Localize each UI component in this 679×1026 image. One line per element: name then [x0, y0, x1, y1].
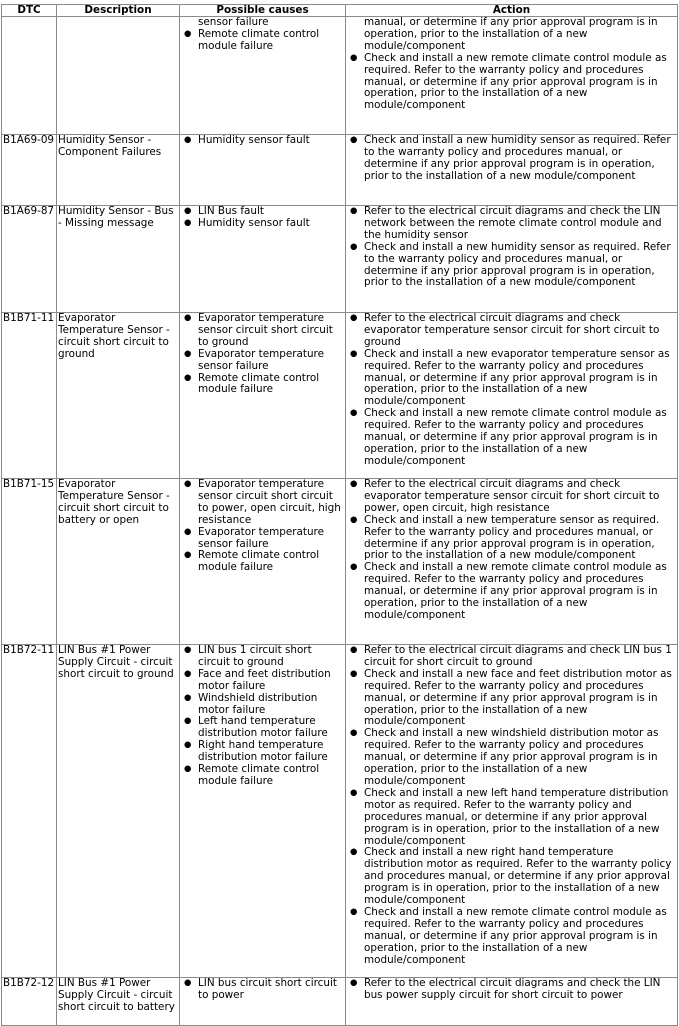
actions-list [348, 135, 675, 183]
dtc-description: LIN Bus #1 Power Supply Circuit - circuit short circuit to ground [57, 645, 180, 978]
action-cell [346, 978, 678, 1026]
cause-item: ● Remote climate control module failure [183, 29, 343, 53]
cause-item: ● LIN Bus fault [183, 206, 343, 218]
actions-list [348, 479, 675, 622]
cause-item: ● Windshield distribution motor failure [183, 693, 343, 717]
cause-item: ● Face and feet distribution motor failure [183, 669, 343, 693]
cause-item: sensor failure [198, 16, 269, 28]
table-row [2, 479, 678, 645]
actions-list [348, 978, 675, 1002]
action-item: ● Refer to the electrical circuit diagrams and check evaporator temperature sensor circuit for short circuit to power, open circuit, high resistance [349, 479, 675, 515]
possible-causes-cell [180, 645, 346, 978]
cause-item: ● LIN bus circuit short circuit to power [183, 978, 343, 1002]
cause-item: ● Evaporator temperature sensor failure [183, 349, 343, 373]
actions-list [348, 313, 675, 468]
table-row [2, 135, 678, 206]
action-cell [346, 206, 678, 313]
action-item: ● Refer to the electrical circuit diagrams and check the LIN network between the remote climate control module and the humidity sensor [349, 206, 675, 242]
action-item: ● Check and install a new evaporator temperature sensor as required. Refer to the warranty policy and procedures manual, or determine if any prior approval program is in operation, prior to the installation of a new module/component [349, 349, 675, 409]
header-possible-causes: Possible causes [180, 5, 346, 17]
action-item: ● Check and install a new humidity sensor as required. Refer to the warranty policy and procedures manual, or determine if any prior approval program is in operation, prior to the installation of a new module/component [349, 242, 675, 290]
header-dtc: DTC [2, 5, 57, 17]
dtc-code: B1A69-09 [2, 135, 57, 206]
dtc-code: B1B71-15 [2, 479, 57, 645]
action-item: ● Check and install a new remote climate control module as required. Refer to the warranty policy and procedures manual, or determine if any prior approval program is in operation, prior to the installation of a new module/component [349, 53, 675, 113]
dtc-description: Humidity Sensor - Component Failures [57, 135, 180, 206]
possible-causes-cell [180, 313, 346, 479]
causes-list [182, 645, 343, 788]
causes-list [182, 313, 343, 396]
action-item: ● Check and install a new face and feet distribution motor as required. Refer to the warranty policy and procedures manual, or determine if any prior approval program is in operation, prior to the installation of a new module/component [349, 669, 675, 729]
possible-causes-cell [180, 978, 346, 1026]
action-item: ● Check and install a new temperature sensor as required. Refer to the warranty policy and procedures manual, or determine if any prior approval program is in operation, prior to the installation of a new module/component [349, 515, 675, 563]
cause-item: ● Evaporator temperature sensor circuit short circuit to ground [183, 313, 343, 349]
table-row [2, 313, 678, 479]
actions-list [348, 206, 675, 289]
possible-causes-cell [180, 135, 346, 206]
table-header-row [2, 5, 678, 17]
dtc-description [57, 17, 180, 135]
table-row [2, 17, 678, 135]
cause-item: ● Remote climate control module failure [183, 373, 343, 397]
action-item: manual, or determine if any prior approval program is in operation, prior to the installation of a new module/component [364, 16, 658, 52]
actions-list [348, 645, 675, 966]
dtc-code: B1B72-11 [2, 645, 57, 978]
action-item: ● Check and install a new left hand temperature distribution motor as required. Refer to the warranty policy and procedures manual, or determine if any prior approval program is in operation, prior to the installation of a new module/component [349, 788, 675, 848]
action-cell [346, 645, 678, 978]
cause-item: ● Remote climate control module failure [183, 550, 343, 574]
table-row [2, 978, 678, 1026]
table-row [2, 645, 678, 978]
action-item: ● Check and install a new remote climate control module as required. Refer to the warranty policy and procedures manual, or determine if any prior approval program is in operation, prior to the installation of a new module/component [349, 408, 675, 468]
causes-list [182, 479, 343, 574]
dtc-code [2, 17, 57, 135]
table-row [2, 206, 678, 313]
cause-item: ● Evaporator temperature sensor circuit short circuit to power, open circuit, high resistance [183, 479, 343, 527]
cause-item: ● Left hand temperature distribution motor failure [183, 716, 343, 740]
dtc-code: B1A69-87 [2, 206, 57, 313]
dtc-table [1, 4, 678, 1026]
causes-list [182, 206, 343, 230]
action-item: ● Check and install a new windshield distribution motor as required. Refer to the warranty policy and procedures manual, or determine if any prior approval program is in operation, prior to the installation of a new module/component [349, 728, 675, 788]
causes-list [182, 17, 343, 53]
action-item: ● Check and install a new remote climate control module as required. Refer to the warranty policy and procedures manual, or determine if any prior approval program is in operation, prior to the installation of a new module/component [349, 907, 675, 967]
dtc-code: B1B71-11 [2, 313, 57, 479]
cause-item: ● Right hand temperature distribution motor failure [183, 740, 343, 764]
dtc-description: Evaporator Temperature Sensor - circuit short circuit to battery or open [57, 479, 180, 645]
action-item: ● Refer to the electrical circuit diagrams and check evaporator temperature sensor circuit for short circuit to ground [349, 313, 675, 349]
header-description: Description [57, 5, 180, 17]
action-cell [346, 313, 678, 479]
cause-item: ● Remote climate control module failure [183, 764, 343, 788]
action-item: ● Check and install a new remote climate control module as required. Refer to the warranty policy and procedures manual, or determine if any prior approval program is in operation, prior to the installation of a new module/component [349, 562, 675, 622]
possible-causes-cell [180, 206, 346, 313]
possible-causes-cell [180, 479, 346, 645]
cause-item: ● LIN bus 1 circuit short circuit to ground [183, 645, 343, 669]
dtc-description: Evaporator Temperature Sensor - circuit short circuit to ground [57, 313, 180, 479]
cause-item: ● Humidity sensor fault [183, 135, 343, 147]
dtc-description: Humidity Sensor - Bus - Missing message [57, 206, 180, 313]
dtc-description: LIN Bus #1 Power Supply Circuit - circuit short circuit to battery [57, 978, 180, 1026]
action-item: ● Check and install a new right hand temperature distribution motor as required. Refer to the warranty policy and procedures manual, or determine if any prior approval program is in operation, prior to the installation of a new module/component [349, 847, 675, 907]
action-item: ● Refer to the electrical circuit diagrams and check LIN bus 1 circuit for short circuit to ground [349, 645, 675, 669]
table-body [2, 17, 678, 1026]
action-item: ● Refer to the electrical circuit diagrams and check the LIN bus power supply circuit for short circuit to power [349, 978, 675, 1002]
action-cell [346, 135, 678, 206]
action-item: ● Check and install a new humidity sensor as required. Refer to the warranty policy and procedures manual, or determine if any prior approval program is in operation, prior to the installation of a new module/component [349, 135, 675, 183]
causes-list [182, 135, 343, 147]
cause-item: ● Evaporator temperature sensor failure [183, 527, 343, 551]
cause-item: ● Humidity sensor fault [183, 218, 343, 230]
actions-list [348, 17, 675, 112]
action-cell [346, 479, 678, 645]
causes-list [182, 978, 343, 1002]
possible-causes-cell [180, 17, 346, 135]
action-cell [346, 17, 678, 135]
dtc-code: B1B72-12 [2, 978, 57, 1026]
header-action: Action [346, 5, 678, 17]
